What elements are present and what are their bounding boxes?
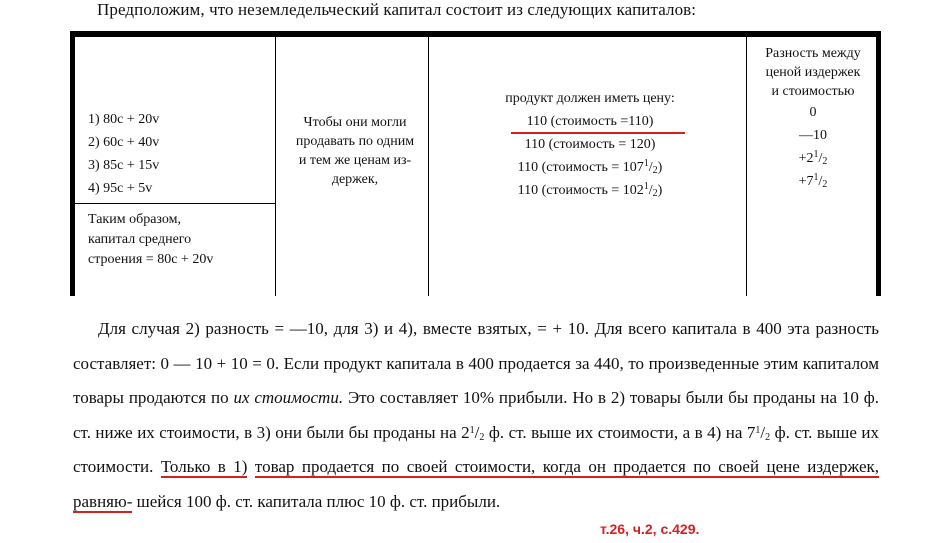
- text-line: ф. ст. выше их стоимости, а в 4) на 7: [484, 422, 756, 442]
- difference-header: и стоимостью: [771, 84, 855, 99]
- difference-value: —10: [799, 128, 827, 143]
- condition-line: Чтобы они могли: [303, 115, 407, 130]
- text-line: проданы на 2: [373, 422, 470, 442]
- difference-value: 0: [809, 105, 817, 120]
- text-line: шейся 100 ф. ст. капитала плюс 10 ф. ст. прибыли.: [136, 491, 501, 511]
- difference-value: $+7^1/_2$: [798, 172, 828, 190]
- text-line: ф. ст. выше их стоимости.: [73, 422, 880, 476]
- intro-text: Предположим, что неземледельческий капитал состоит из следующих капиталов:: [97, 0, 697, 19]
- note-line: строения = 80c + 20v: [88, 252, 214, 267]
- capital-item: 2) 60c + 40v: [88, 135, 160, 150]
- text-line: эта разность составляет: 0 — 10 + 10 = 0. Если продукт капитала в 400 продается за 440, то: [73, 319, 879, 373]
- capital-table: [70, 31, 881, 296]
- source-reference: т.26, ч.2, с.429.: [600, 521, 700, 537]
- table-divider: [746, 36, 747, 296]
- condition-line: продавать по одним: [295, 134, 415, 149]
- note-line: Таким образом,: [88, 212, 181, 227]
- price-column: [460, 87, 720, 202]
- table-divider: [275, 36, 276, 296]
- capital-compositions: [88, 108, 159, 200]
- note-line: капитал среднего: [88, 232, 192, 247]
- difference-column: [748, 44, 878, 195]
- capital-item: 1) 80c + 20v: [88, 112, 160, 127]
- emphasis-text: их стоимости.: [233, 388, 344, 407]
- condition-line: держек,: [331, 172, 379, 187]
- condition-line: и тем же ценам из-: [298, 153, 412, 168]
- price-row: 110 (стоимость =110): [526, 114, 654, 129]
- text-line: Для случая 2) разность = —10, для 3) и 4), вместе взятых, = + 10. Для всего капитала в 400: [98, 319, 782, 338]
- capital-item: 4) 95c + 5v: [88, 181, 153, 196]
- text-line: Это составляет 10%: [347, 388, 495, 407]
- text-line: прибыли. Но в 2) товары были бы проданы на 10 ф. ст. ниже их стоимости, в 3) они были бы: [73, 388, 879, 442]
- body-paragraph: Для случая 2) разность = —10, для 3) и 4), вместе взятых, = + 10. Для всего капитала в 400 эта разность составляет: 0 — 10 + 10 = 0. Если продукт капитала в 400 продается за 440, то произведенные этим капиталом товары продаются по их стоимости. Это составляет 10% прибыли. Но в 2) товары были бы проданы на 10 ф. ст. ниже их стоимости, в 3) они были бы проданы на $2^1/_2$ ф. ст. выше их стоимости, а в 4) на $7^1/_2$ ф. ст. выше их стоимости. Только в 1) товар продается по своей стоимости, когда он продается по своей цене издержек, равняю- шейся 100 ф. ст. капитала плюс 10 ф. ст. прибыли.: [73, 319, 880, 511]
- average-capital-note: [88, 210, 213, 270]
- red-underline: [511, 132, 685, 134]
- condition-text: [280, 113, 430, 189]
- highlighted-text: Только в 1): [160, 457, 248, 476]
- difference-value: $+2^1/_2$: [798, 149, 828, 167]
- difference-header: Разность между: [765, 46, 861, 61]
- price-row: 110 (стоимость = $102^1/_2$): [517, 181, 663, 199]
- capital-item: 3) 85c + 15v: [88, 158, 160, 173]
- difference-header: ценой издержек: [765, 65, 861, 80]
- price-row: 110 (стоимость = 120): [524, 137, 656, 152]
- price-header: продукт должен иметь цену:: [505, 91, 675, 106]
- price-row: 110 (стоимость = $107^1/_2$): [517, 158, 663, 176]
- table-divider: [75, 203, 275, 204]
- text-line: произведенные этим капиталом товары продаются по: [73, 353, 879, 407]
- highlighted-text: товар продается по своей стоимости, когда он продается по своей цене издержек, равняю-: [73, 457, 880, 511]
